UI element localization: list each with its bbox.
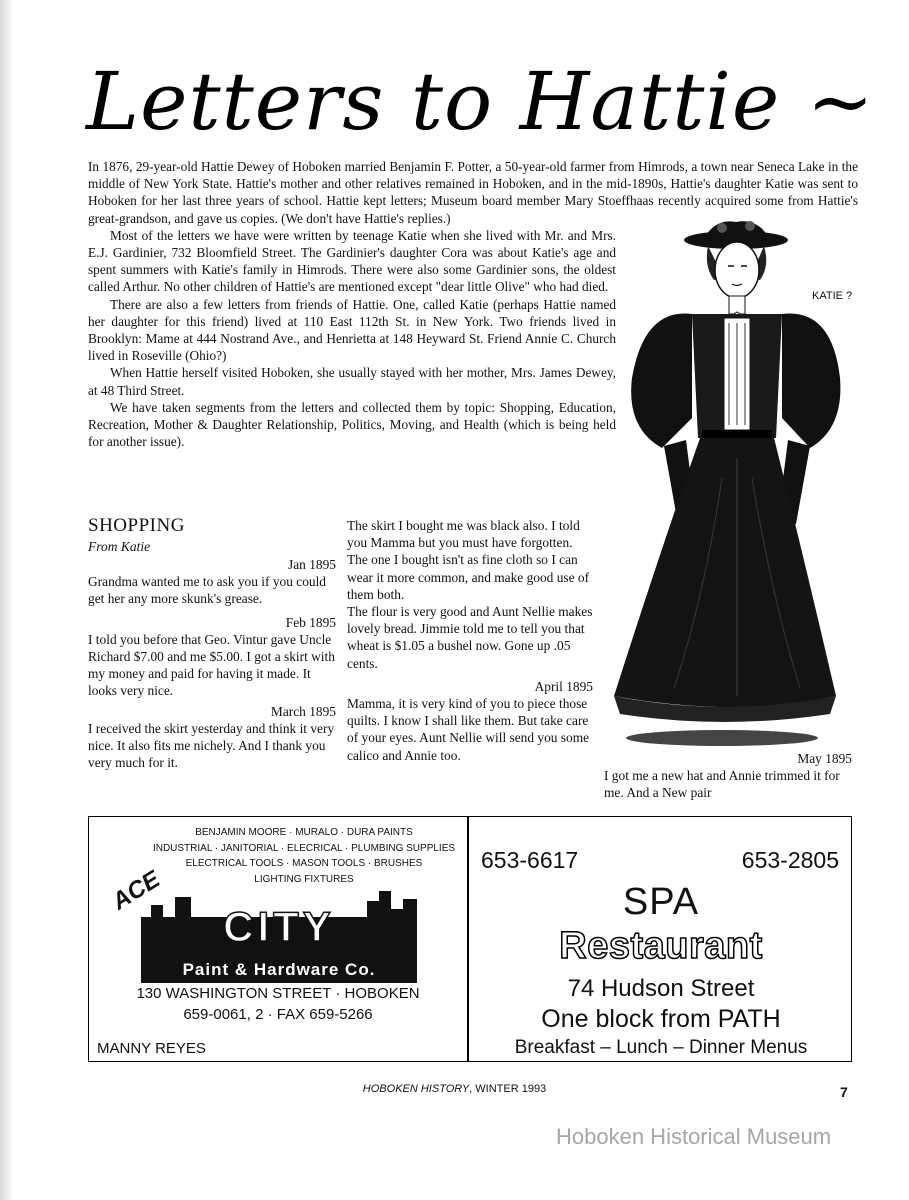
letter-text: Mamma, it is very kind of you to piece those quilts. I know I shall like them. But take care of your eyes. Aunt Nellie will send you some calico and Annie too. (347, 696, 590, 763)
letter-text: Grandma wanted me to ask you if you could get her any more skunk's grease. (88, 574, 326, 607)
letter-text: I got me a new hat and Annie trimmed it for me. And a New pair (604, 768, 840, 801)
letters-column-2 (347, 517, 593, 764)
intro-paragraph-4: When Hattie herself visited Hoboken, she usually stayed with her mother, Mrs. James Dewey, at 48 Third Street. (88, 365, 616, 398)
intro-narrow-column (88, 227, 616, 451)
supplies-line: ELECTRICAL TOOLS · MASON TOOLS · BRUSHES (185, 858, 423, 869)
letters-column-1 (88, 556, 336, 771)
ad-phones: 659-0061, 2 · FAX 659-5266 (183, 1006, 373, 1023)
restaurant-name-outline: Restaurant (559, 925, 763, 967)
museum-watermark: Hoboken Historical Museum (556, 1124, 832, 1149)
ad-city-paint-hardware (88, 816, 468, 1062)
ad-phone-2: 653-2805 (741, 847, 839, 873)
city-logo-name: CITY (223, 903, 335, 950)
section-heading-shopping: SHOPPING (88, 515, 185, 536)
restaurant-tagline: One block from PATH (541, 1005, 781, 1033)
ad-address: 130 WASHINGTON STREET · HOBOKEN (136, 985, 420, 1002)
page-footer (0, 1083, 909, 1095)
victorian-woman-illustration (604, 218, 844, 758)
supplies-line: LIGHTING FIXTURES (254, 873, 354, 885)
letters-column-3 (604, 750, 852, 802)
ace-logo: ACE (107, 865, 165, 916)
city-logo-subtitle: Paint & Hardware Co. (182, 960, 376, 979)
section-subheading: From Katie (88, 539, 151, 554)
letter-text: The flour is very good and Aunt Nellie makes lovely bread. Jimmie told me to tell you that wheat is $1.05 a bushel now. Gone up .05 cents. (347, 604, 593, 671)
supplies-line: BENJAMIN MOORE · MURALO · DURA PAINTS (195, 827, 413, 838)
ad-contact-name: MANNY REYES (97, 1040, 206, 1057)
ad-address-block (89, 983, 467, 1025)
intro-paragraph-5: We have taken segments from the letters and collected them by topic: Shopping, Education, Recreation, Mother & Daughter Relationship, Politics, Moving, and Health (which is being held for another issue). (88, 399, 616, 450)
supplies-line: INDUSTRIAL · JANITORIAL · ELECRICAL · PLUMBING SUPPLIES (152, 842, 456, 854)
intro-paragraph-1: In 1876, 29-year-old Hattie Dewey of Hoboken married Benjamin F. Potter, a 50-year-old farmer from Himrods, a town near Seneca Lake in the middle of New York State. Hattie's mother and other relatives remained in Hoboken, and in the mid-1890s, Hattie's daughter Katie was sent to Hoboken for her last three years of school. Hattie kept letters; Museum board member Mary Stoeffhaas recently acquired some from Hattie's great-grandson, and gave us copies. (We don't have Hattie's replies.) (88, 159, 858, 226)
page-number: 7 (840, 1084, 848, 1100)
intro-paragraph-2: Most of the letters we have were written by teenage Katie when she lived with Mr. and Mrs. E.J. Gardinier, 732 Bloomfield Street. The Gardinier's daughter Cora was about Katie's age and spent summers with Katie's family in Himrods. There were also some Gardinier sons, the oldest called Arthur. No other children of Hattie's are mentioned except "dear little Olive" who had died. (88, 227, 616, 295)
ad-spa-restaurant (468, 816, 852, 1062)
letter-date: Jan 1895 (288, 557, 336, 572)
footer-issue: , WINTER 1993 (469, 1083, 547, 1095)
letter-date: March 1895 (270, 703, 336, 719)
letter-text: I received the skirt yesterday and think it very nice. It also fits me nichely. And I thank you very much for it. (88, 720, 335, 771)
letter-text: The skirt I bought me was black also. I told you Mamma but you must have forgotten. The one I bought isn't as fine cloth so I can wear it more common, and make good use of them both. (347, 518, 590, 602)
letter-date: April 1895 (534, 678, 593, 694)
ad-phone-1: 653-6617 (481, 847, 579, 873)
city-logo (141, 887, 417, 983)
illustration-label: KATIE ? (812, 290, 853, 302)
letter-text: I told you before that Geo. Vintur gave Uncle Richard $7.00 and me $5.00. I got a skirt with my money and paid for having it made. It looks very nice. (88, 631, 335, 699)
letter-date: May 1895 (797, 751, 852, 766)
page-title: Letters to Hattie ~ (86, 55, 875, 148)
page-edge-shadow (0, 0, 14, 1200)
restaurant-name: SPA (622, 881, 700, 923)
restaurant-menus: Breakfast – Lunch – Dinner Menus (514, 1037, 808, 1058)
letter-date: Feb 1895 (285, 614, 336, 630)
footer-publication: HOBOKEN HISTORY (362, 1083, 470, 1095)
restaurant-address: 74 Hudson Street (567, 975, 755, 1002)
ad-supplies-list (149, 825, 459, 887)
intro-paragraph-3: There are also a few letters from friends of Hattie. One, called Katie (perhaps Hattie named her daughter for this friend) lived at 110 East 112th St. in New York. Two friends lived in Brooklyn: Mame at 444 Nostrand Ave., and Henrietta at 148 Heyward St. Friend Annie C. Church lived in Roseville (Ohio?) (88, 296, 616, 364)
